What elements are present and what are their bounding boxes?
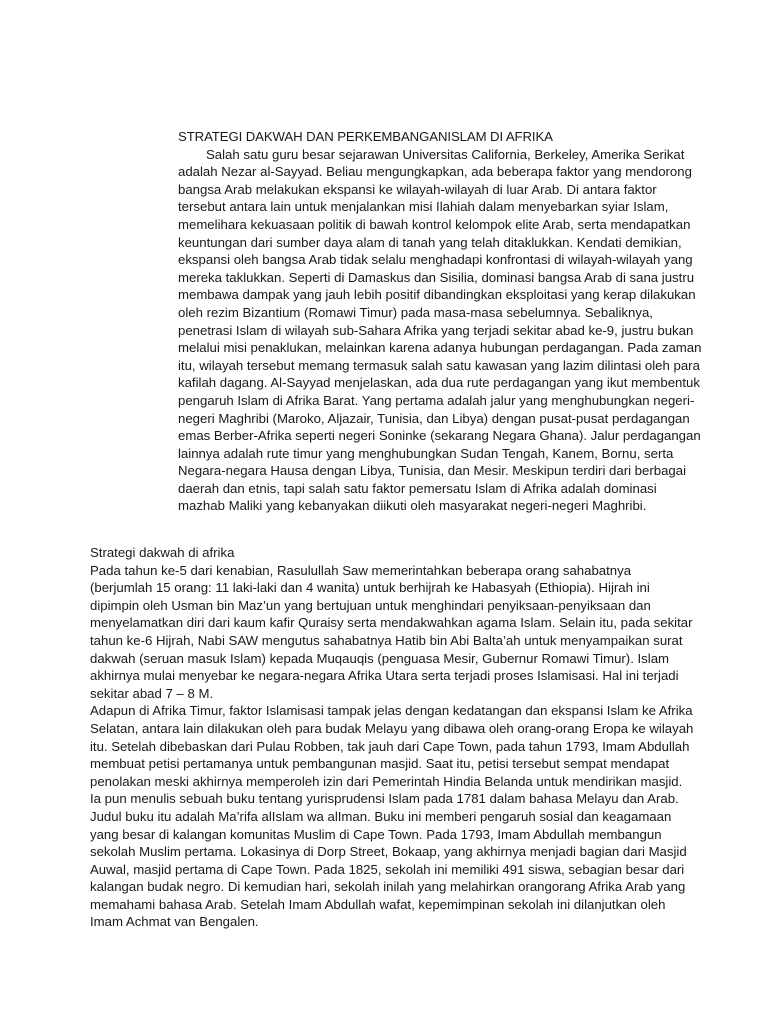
intro-paragraph: Salah satu guru besar sejarawan Universitas California, Berkeley, Amerika Serikat adalah Nezar al-Sayyad. Beliau mengungkapkan, ada beberapa faktor yang mendorong bangsa Arab melakukan ekspansi ke wilayah-wilayah di luar Arab. Di antara faktor tersebut antara lain untuk menjalankan misi Ilahiah dalam menyebarkan syiar Islam, memelihara kekuasaan politik di bawah kontrol kelompok elite Arab, serta mendapatkan keuntungan dari sumber daya alam di tanah yang telah ditaklukkan. Kendati demikian, ekspansi oleh bangsa Arab tidak selalu menghadapi konfrontasi di wilayah-wilayah yang mereka taklukkan. Seperti di Damaskus dan Sisilia, dominasi bangsa Arab di sana justru membawa dampak yang jauh lebih positif dibandingkan eksploitasi yang kerap dilakukan oleh rezim Bizantium (Romawi Timur) pada masa-masa sebelumnya. Sebaliknya, penetrasi Islam di wilayah sub-Sahara Afrika yang terjadi sekitar abad ke-9, justru bukan melalui misi penaklukan, melainkan karena adanya hubungan perdagangan. Pada zaman itu, wilayah tersebut memang termasuk salah satu kawasan yang lazim dilintasi oleh para kafilah dagang. Al-Sayyad menjelaskan, ada dua rute perdagangan yang ikut membentuk pengaruh Islam di Afrika Barat. Yang pertama adalah jalur yang menghubungkan negeri-negeri Maghribi (Maroko, Aljazair, Tunisia, dan Libya) dengan pusat-pusat perdagangan emas Berber-Afrika seperti negeri Soninke (sekarang Negara Ghana). Jalur perdagangan lainnya adalah rute timur yang menghubungkan Sudan Tengah, Kanem, Bornu, serta Negara-negara Hausa dengan Libya, Tunisia, dan Mesir. Meskipun terdiri dari berbagai daerah dan etnis, tapi salah satu faktor pemersatu Islam di Afrika adalah dominasi mazhab Maliki yang kebanyakan diikuti oleh masyarakat negeri-negeri Maghribi. [178, 146, 702, 514]
paragraph-hijrah: Pada tahun ke-5 dari kenabian, Rasulullah Saw memerintahkan beberapa orang sahabatnya (berjumlah 15 orang: 11 laki-laki dan 4 wanita) untuk berhijrah ke Habasyah (Ethiopia). Hijrah ini dipimpin oleh Usman bin Maz’un yang bertujuan untuk menghindari penyiksaan-penyiksaan dan menyelamatkan diri dari kaum kafir Quraisy serta mendakwahkan agama Islam. Selain itu, pada sekitar tahun ke-6 Hijrah, Nabi SAW mengutus sahabatnya Hatib bin Abi Balta’ah untuk menyampaikan surat dakwah (seruan masuk Islam) kepada Muqauqis (penguasa Mesir, Gubernur Romawi Timur). Islam akhirnya mulai menyebar ke negara-negara Afrika Utara serta terjadi proses Islamisasi. Hal ini terjadi sekitar abad 7 – 8 M. [90, 562, 693, 701]
strategy-section [90, 544, 694, 931]
paragraph-africa-east: Adapun di Afrika Timur, faktor Islamisasi tampak jelas dengan kedatangan dan ekspansi Islam ke Afrika Selatan, antara lain dilakukan oleh para budak Melayu yang dibawa oleh orang-orang Eropa ke wilayah itu. Setelah dibebaskan dari Pulau Robben, tak jauh dari Cape Town, pada tahun 1793, Imam Abdullah membuat petisi pertamanya untuk pembangunan masjid. Saat itu, petisi tersebut sempat mendapat penolakan meski akhirnya memperoleh izin dari Pemerintah Hindia Belanda untuk mendirikan masjid. Ia pun menulis sebuah buku tentang yurisprudensi Islam pada 1781 dalam bahasa Melayu dan Arab. Judul buku itu adalah Ma’rifa alIslam wa alIman. Buku ini memberi pengaruh sosial dan keagamaan yang besar di kalangan komunitas Muslim di Cape Town. Pada 1793, Imam Abdullah membangun sekolah Muslim pertama. Lokasinya di Dorp Street, Bokaap, yang akhirnya menjadi bagian dari Masjid Auwal, masjid pertama di Cape Town. Pada 1825, sekolah ini memiliki 491 siswa, sebagian besar dari kalangan budak negro. Di kemudian hari, sekolah inilah yang melahirkan orangorang Afrika Arab yang memahami bahasa Arab. Setelah Imam Abdullah wafat, kepemimpinan sekolah ini dilanjutkan oleh Imam Achmat van Bengalen. [90, 703, 694, 930]
document-title: STRATEGI DAKWAH DAN PERKEMBANGANISLAM DI AFRIKA [178, 129, 553, 144]
section-heading: Strategi dakwah di afrika [90, 545, 235, 560]
intro-section [178, 128, 706, 515]
